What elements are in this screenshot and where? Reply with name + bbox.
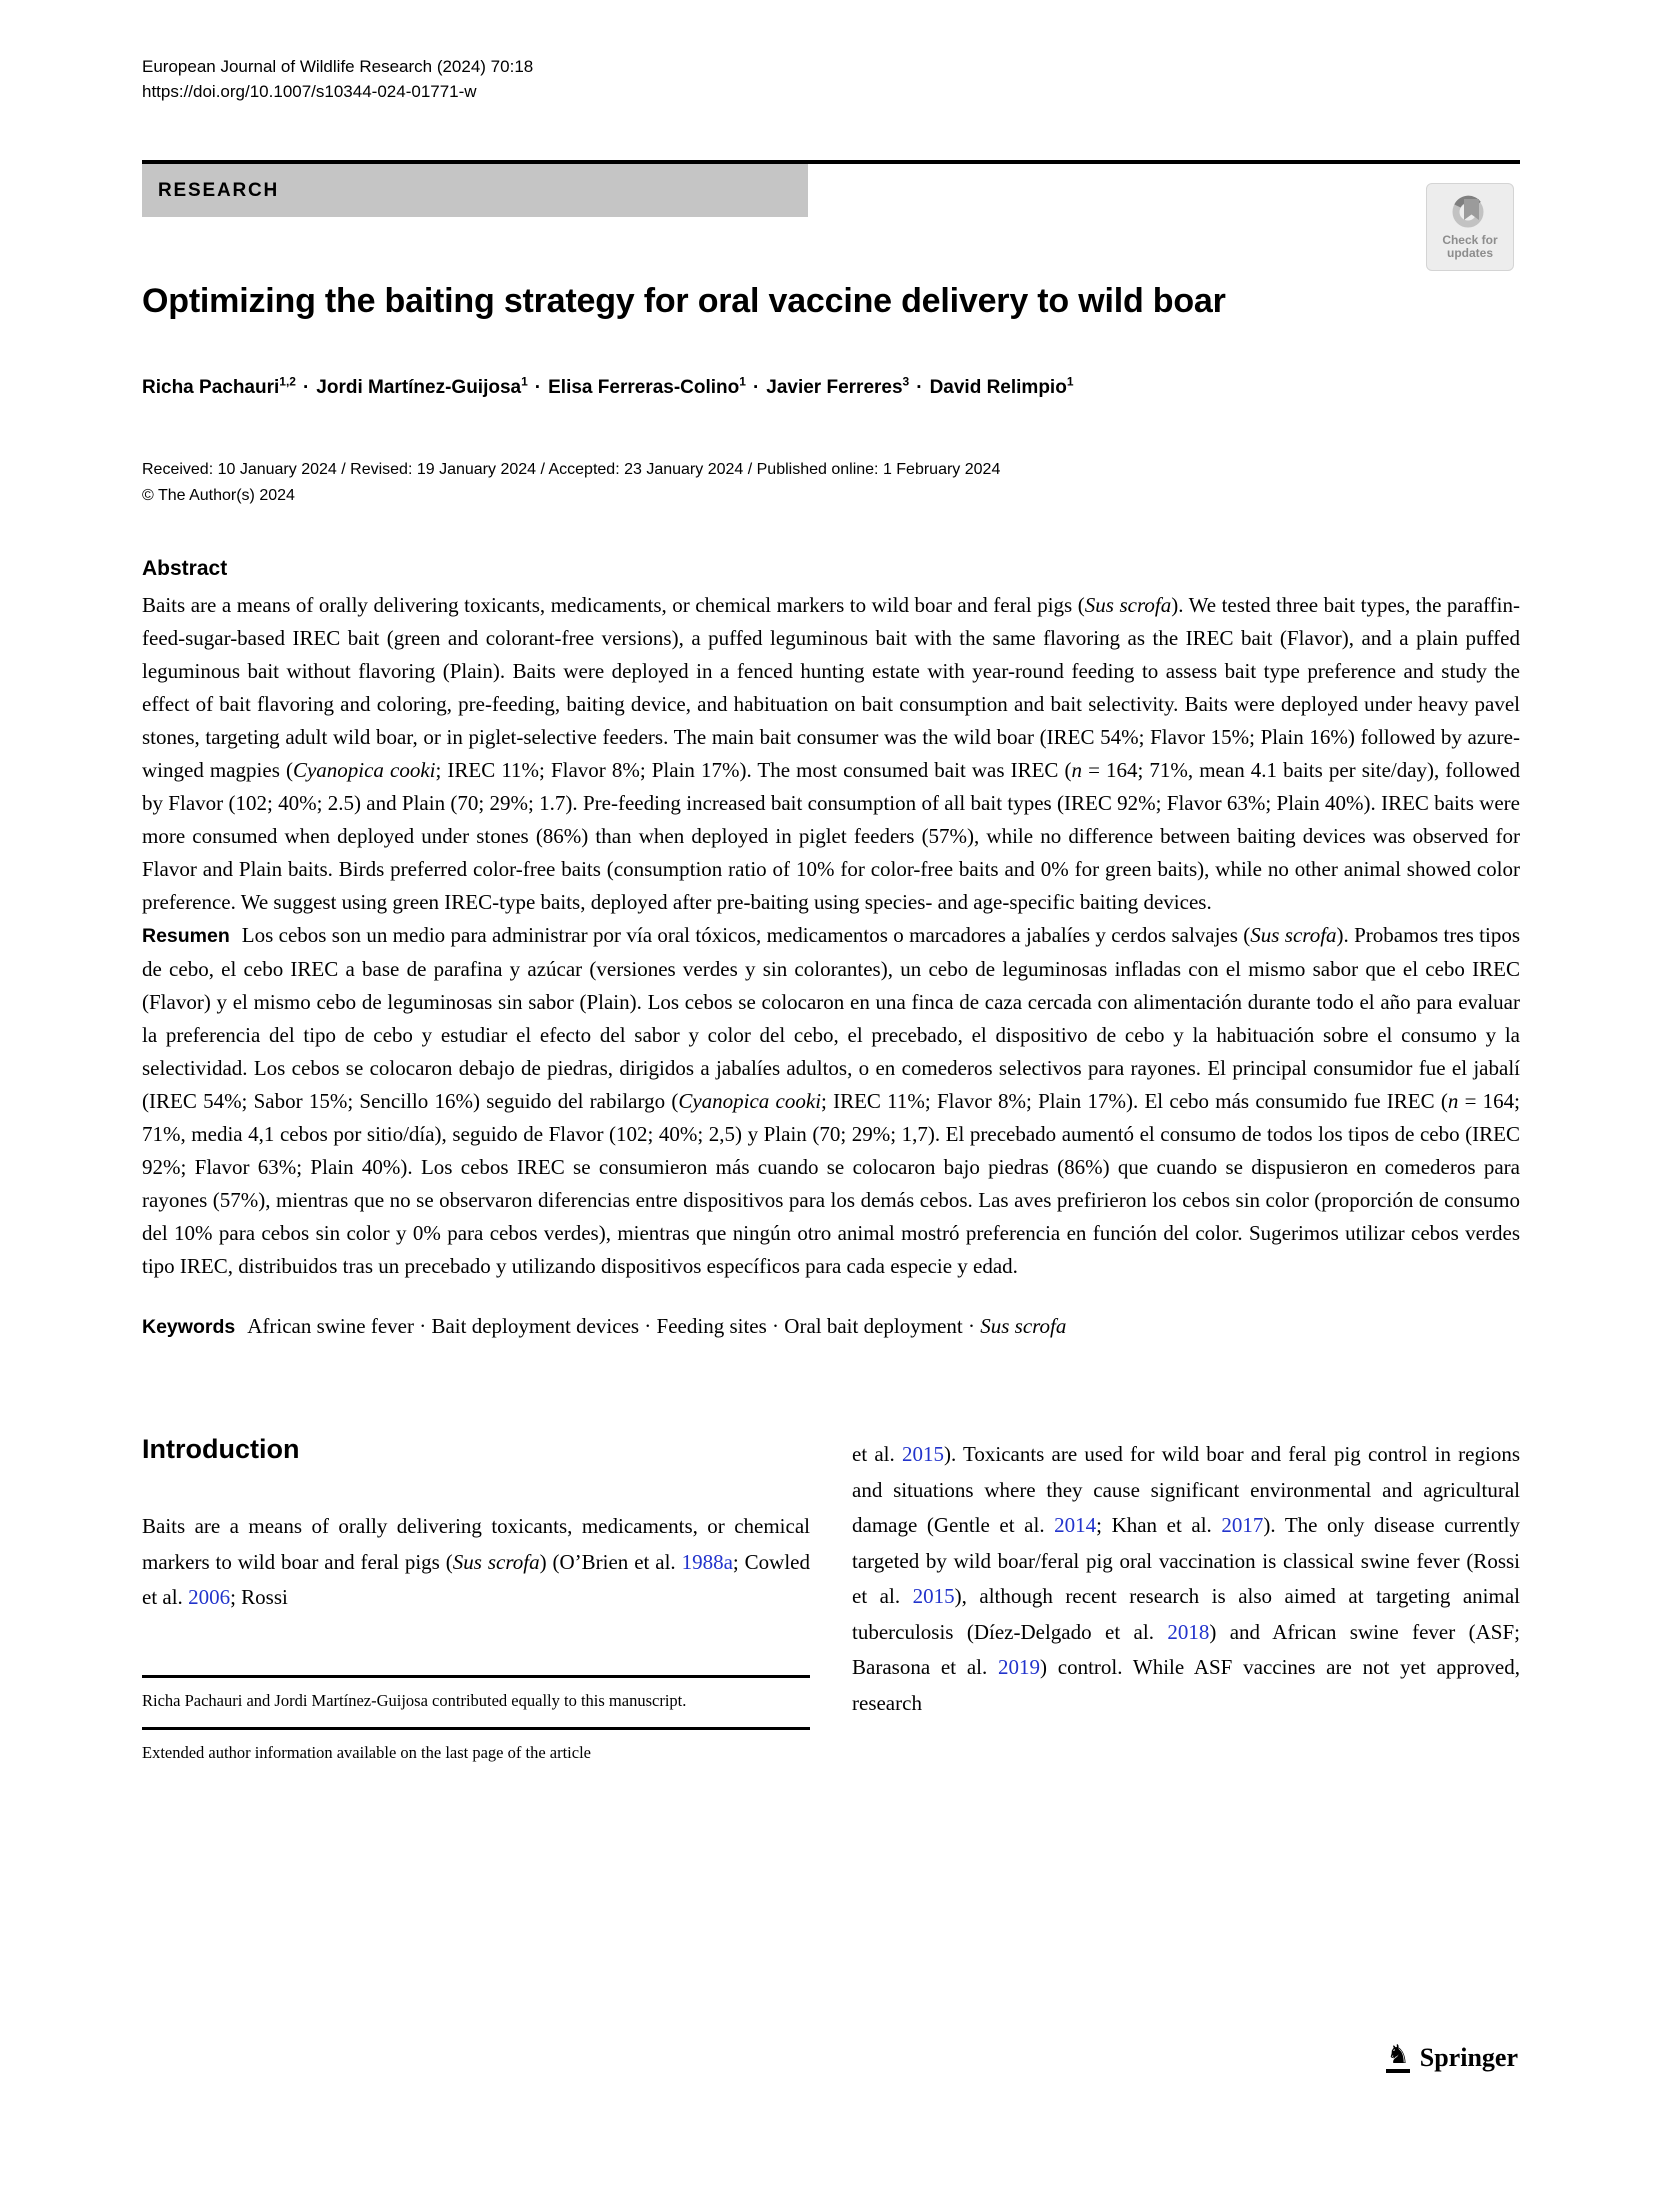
- resumen-text: [142, 923, 1520, 1278]
- citation-link[interactable]: 2015: [912, 1584, 955, 1609]
- keywords-label: Keywords: [142, 1316, 236, 1339]
- text-segment: Los cebos son un medio para administrar por vía oral tóxicos, medicamentos o marcadores a jabalíes y cerdos salvajes (: [241, 923, 1251, 948]
- author-separator: ·: [916, 377, 923, 399]
- abstract-body: [142, 589, 1520, 919]
- left-column: [142, 1434, 810, 1766]
- author-separator: ·: [752, 377, 760, 399]
- author-name: David Relimpio$^1$: [929, 375, 1074, 399]
- dates-block: [142, 457, 1520, 509]
- article-type-label: RESEARCH: [158, 180, 280, 201]
- text-segment: ) and African swine fever (ASF; Barasona et al.: [852, 1619, 1520, 1680]
- text-italic: Sus scrofa: [1084, 593, 1172, 618]
- citation-link[interactable]: 1988a: [681, 1549, 733, 1574]
- text-segment: ) control. While ASF vaccines are not yet approved, research: [852, 1655, 1520, 1715]
- introduction-section: [142, 1434, 1520, 1766]
- author-name: Richa Pachauri$^{1,2}$: [142, 375, 296, 399]
- doi-link[interactable]: https://doi.org/10.1007/s10344-024-01771-w: [142, 82, 477, 101]
- author-name: Jordi Martínez-Guijosa$^1$: [316, 375, 528, 399]
- keywords-items: [247, 1314, 1066, 1338]
- text-segment: ). The only disease currently targeted by wild boar/feral pig oral vaccination is classical swine fever (Rossi et al.: [852, 1513, 1520, 1609]
- introduction-paragraph-right: [852, 1437, 1520, 1721]
- citation-link[interactable]: 2017: [1221, 1513, 1264, 1538]
- author-affiliation-sup: 1: [521, 375, 528, 389]
- text-italic: n: [1071, 758, 1082, 783]
- text-segment: ; IREC 11%; Flavor 8%; Plain 17%). The most consumed bait was IREC (: [435, 758, 1072, 783]
- text-segment: ; Rossi: [230, 1585, 288, 1610]
- text-italic: Sus scrofa: [980, 1314, 1067, 1339]
- footnote-divider: [142, 1675, 810, 1678]
- author-separator: ·: [302, 377, 310, 399]
- author-name: Elisa Ferreras-Colino$^1$: [548, 375, 746, 399]
- author-name: Javier Ferreres$^3$: [766, 375, 910, 399]
- text-segment: ). Probamos tres tipos de cebo, el cebo IREC a base de parafina y azúcar (versiones verdes y sin colorantes), un cebo de leguminosas infladas con el mismo sabor que el cebo IREC (Flavor) y el mismo cebo de leguminosas sin sabor (Plain). Los cebos se colocaron en una finca de caza cercada con alimentación durante todo el año para evaluar la preferencia del tipo de cebo y estudiar el efecto del sabor y color del cebo, el precebado, el dispositivo de cebo y la habituación sobre el consumo y la selectividad. Los cebos se colocaron debajo de piedras, dirigidos a jabalíes adultos, o en comederos selectivos para rayones. El principal consumidor fue el jabalí (IREC 54%; Sabor 15%; Sencillo 16%) seguido del rabilargo (: [142, 923, 1520, 1114]
- resumen-body: [142, 919, 1520, 1283]
- text-segment: ). We tested three bait types, the paraffin-feed-sugar-based IREC bait (green and colorant-free versions), a puffed leguminous bait with the same flavoring as the IREC bait (Flavor), and a plain puffed leguminous bait without flavoring (Plain). Baits were deployed in a fenced hunting estate with year-round feeding to assess bait type preference and study the effect of bait flavoring and coloring, pre-feeding, baiting device, and habituation on bait consumption and bait selectivity. Baits were deployed under heavy pavel stones, targeting adult wild boar, or in piglet-selective feeders. The main bait consumer was the wild boar (IREC 54%; Flavor 15%; Plain 16%) followed by azure-winged magpies (: [142, 593, 1520, 783]
- received-revised-accepted-line: Received: 10 January 2024 / Revised: 19 January 2024 / Accepted: 23 January 2024 / Published online: 1 February 2024: [142, 461, 1001, 479]
- springer-logo: [1386, 2042, 1518, 2073]
- author-affiliation-sup: 1: [1066, 375, 1074, 389]
- check-for-updates-label: Check for updates: [1442, 233, 1498, 260]
- footnote-equal-contribution: Richa Pachauri and Jordi Martínez-Guijosa contributed equally to this manuscript.: [142, 1691, 687, 1711]
- section-heading-introduction: Introduction: [142, 1434, 300, 1465]
- text-segment: ; Khan et al.: [1096, 1513, 1222, 1538]
- abstract-heading: Abstract: [142, 557, 228, 581]
- abstract-section: [142, 557, 1520, 1283]
- resumen-label: Resumen: [142, 925, 230, 948]
- check-for-updates-badge[interactable]: [1426, 183, 1514, 271]
- keywords-line: [142, 1314, 1520, 1339]
- text-segment: ). Toxicants are used for wild boar and feral pig control in regions and situations where they cause significant environmental and agricultural damage (Gentle et al.: [852, 1442, 1520, 1538]
- footnotes-block: [142, 1675, 810, 1766]
- introduction-paragraph-left: [142, 1509, 810, 1616]
- citation-link[interactable]: 2006: [188, 1585, 231, 1610]
- text-italic: Sus scrofa: [1250, 923, 1337, 948]
- citation-link[interactable]: 2018: [1167, 1619, 1210, 1644]
- text-segment: African swine fever · Bait deployment devices · Feeding sites · Oral bait deployment ·: [247, 1314, 981, 1339]
- text-segment: = 164; 71%, mean 4.1 baits per site/day), followed by Flavor (102; 40%; 2.5) and Plain (70; 29%; 1.7). Pre-feeding increased bait consumption of all bait types (IREC 92%; Flavor 63%; Plain 40%). IREC baits were more consumed when deployed under stones (86%) than when deployed in piglet feeders (57%), while no difference between baiting devices was observed for Flavor and Plain baits. Birds preferred color-free baits (consumption ratio of 10% for color-free baits and 0% for green baits), while no other animal showed color preference. We suggest using green IREC-type baits, deployed after pre-baiting using species- and age-specific baiting devices.: [142, 758, 1521, 915]
- text-segment: Baits are a means of orally delivering toxicants, medicaments, or chemical markers to wild boar and feral pigs (: [142, 1514, 810, 1574]
- text-italic: Cyanopica cooki: [292, 758, 436, 783]
- text-italic: Cyanopica cooki: [678, 1089, 822, 1114]
- journal-citation-line: European Journal of Wildlife Research (2024) 70:18: [142, 57, 534, 76]
- copyright-line: © The Author(s) 2024: [142, 487, 295, 505]
- citation-link[interactable]: 2015: [901, 1442, 944, 1467]
- journal-meta: [142, 0, 1520, 104]
- author-affiliation-sup: 1: [739, 375, 746, 389]
- text-segment: = 164; 71%, media 4,1 cebos por sitio/día), seguido de Flavor (102; 40%; 2,5) y Plain (70; 29%; 1,7). El precebado aumentó el consumo de todos los tipos de cebo (IREC 92%; Flavor 63%; Plain 40%). Los cebos IREC se consumieron más cuando se colocaron bajo piedras (86%) que cuando se dispusieron en comederos para rayones (57%), mientras que no se observaron diferencias entre dispositivos para los demás cebos. Las aves prefirieron los cebos sin color (proporción de consumo del 10% para cebos sin color y 0% para cebos verdes), mientras que ningún otro animal mostró preferencia en función del color. Sugerimos utilizar cebos verdes tipo IREC, distribuidos tras un precebado y utilizando dispositivos específicos para cada especie y edad.: [142, 1089, 1520, 1279]
- text-segment: ; IREC 11%; Flavor 8%; Plain 17%). El cebo más consumido fue IREC (: [821, 1089, 1448, 1114]
- right-column: [852, 1434, 1520, 1766]
- text-italic: Sus scrofa: [452, 1549, 540, 1574]
- text-italic: n: [1447, 1089, 1459, 1114]
- author-list: [142, 375, 1520, 399]
- springer-horse-icon: ♞: [1386, 2042, 1409, 2073]
- article-title: Optimizing the baiting strategy for oral vaccine delivery to wild boar: [142, 282, 1226, 320]
- author-affiliation-sup: 1,2: [279, 375, 296, 389]
- citation-link[interactable]: 2014: [1054, 1513, 1097, 1538]
- citation-link[interactable]: 2019: [998, 1655, 1041, 1680]
- footnote-divider: [142, 1727, 810, 1730]
- text-segment: et al.: [852, 1442, 902, 1467]
- text-segment: ), although recent research is also aimed at targeting animal tuberculosis (Díez-Delgado et al.: [852, 1584, 1520, 1644]
- text-segment: Baits are a means of orally delivering toxicants, medicaments, or chemical markers to wild boar and feral pigs (: [142, 593, 1085, 618]
- text-segment: ; Cowled et al.: [142, 1549, 810, 1610]
- text-segment: ) (O’Brien et al.: [539, 1549, 682, 1574]
- crossmark-icon: [1449, 194, 1491, 232]
- springer-wordmark: Springer: [1419, 2042, 1518, 2072]
- author-separator: ·: [534, 377, 542, 399]
- article-type-banner: [142, 164, 808, 217]
- author-affiliation-sup: 3: [902, 375, 910, 389]
- footnote-extended-author-info: Extended author information available on the last page of the article: [142, 1743, 591, 1763]
